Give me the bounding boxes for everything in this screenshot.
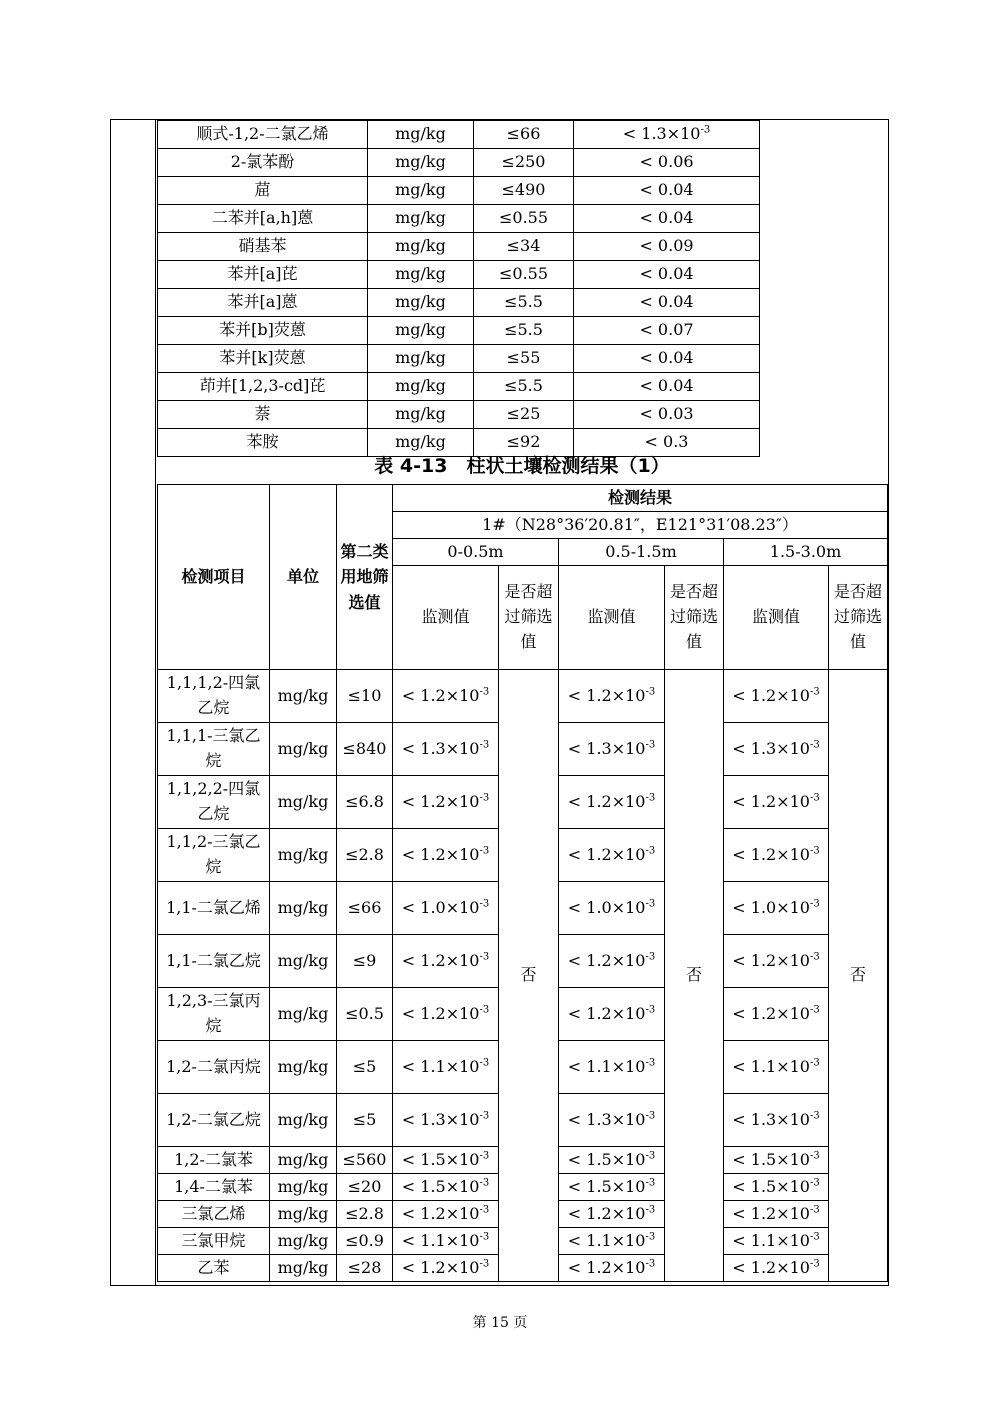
item-value <box>574 345 760 373</box>
measured-value-3-exp: -3 <box>809 686 820 698</box>
measured-value-2 <box>559 1228 665 1255</box>
measured-value-3-exp: -3 <box>809 1110 820 1122</box>
item-limit: ≤5 <box>337 1094 393 1147</box>
measured-value-1-exp: -3 <box>479 1150 490 1162</box>
measured-value-2 <box>559 988 665 1041</box>
item-limit: ≤5.5 <box>474 317 574 345</box>
measured-value-3 <box>724 935 829 988</box>
measured-value-3 <box>724 829 829 882</box>
header-measured-1: 监测值 <box>393 566 499 670</box>
measured-value-1-base: < 1.0×10 <box>401 897 480 917</box>
header-limit: 第二类用地筛选值 <box>337 485 393 670</box>
measured-value-2-base: < 1.1×10 <box>567 1230 646 1250</box>
item-limit: ≤5.5 <box>474 373 574 401</box>
item-value-base: < 0.04 <box>639 264 694 284</box>
table-caption: 表 4-13 柱状土壤检测结果（1） <box>374 455 670 477</box>
item-unit: mg/kg <box>368 345 474 373</box>
measured-value-2 <box>559 882 665 935</box>
measured-value-3 <box>724 1147 829 1174</box>
measured-value-3-base: < 1.0×10 <box>732 897 810 917</box>
measured-value-1-base: < 1.2×10 <box>401 791 480 811</box>
table-row <box>158 205 760 233</box>
item-unit: mg/kg <box>270 935 337 988</box>
measured-value-3 <box>724 1094 829 1147</box>
item-name: 萘 <box>158 401 368 429</box>
measured-value-2-exp: -3 <box>645 1231 656 1243</box>
item-unit: mg/kg <box>368 149 474 177</box>
measured-value-2 <box>559 776 665 829</box>
item-name: 1,2-二氯苯 <box>158 1147 270 1174</box>
measured-value-3 <box>724 776 829 829</box>
measured-value-3-base: < 1.2×10 <box>732 844 810 864</box>
item-limit: ≤0.55 <box>474 205 574 233</box>
measured-value-3 <box>724 988 829 1041</box>
top-table-body <box>158 121 760 457</box>
measured-value-1 <box>393 1255 499 1282</box>
item-value-base: < 0.06 <box>639 152 694 172</box>
item-value <box>574 205 760 233</box>
measured-value-3-base: < 1.5×10 <box>732 1149 810 1169</box>
exceed-answer-3: 否 <box>829 670 888 1282</box>
item-limit: ≤10 <box>337 670 393 723</box>
measured-value-3-exp: -3 <box>809 1231 820 1243</box>
measured-value-1-base: < 1.3×10 <box>401 738 480 758</box>
item-name: 苯并[a]蒽 <box>158 289 368 317</box>
measured-value-3 <box>724 1255 829 1282</box>
item-name: 二苯并[a,h]蒽 <box>158 205 368 233</box>
item-name: 1,1-二氯乙烷 <box>158 935 270 988</box>
measured-value-1 <box>393 935 499 988</box>
item-value-base: < 0.03 <box>639 404 694 424</box>
measured-value-3-exp: -3 <box>809 1150 820 1162</box>
item-limit: ≤66 <box>337 882 393 935</box>
item-unit: mg/kg <box>270 723 337 776</box>
item-unit: mg/kg <box>368 205 474 233</box>
item-limit: ≤20 <box>337 1174 393 1201</box>
measured-value-3-exp: -3 <box>809 1057 820 1069</box>
measured-value-1 <box>393 1201 499 1228</box>
header-results: 检测结果 <box>393 485 888 512</box>
measured-value-2 <box>559 1255 665 1282</box>
table-row <box>158 401 760 429</box>
item-value-base: < 1.3×10 <box>622 124 701 144</box>
measured-value-2-exp: -3 <box>645 1110 656 1122</box>
item-name: 1,2,3-三氯丙烷 <box>158 988 270 1041</box>
item-limit: ≤560 <box>337 1147 393 1174</box>
measured-value-2-base: < 1.2×10 <box>567 791 646 811</box>
item-value-base: < 0.09 <box>639 236 694 256</box>
item-limit: ≤25 <box>474 401 574 429</box>
item-value <box>574 289 760 317</box>
item-name: 1,2-二氯丙烷 <box>158 1041 270 1094</box>
measured-value-2-base: < 1.2×10 <box>567 1257 646 1277</box>
item-limit: ≤5 <box>337 1041 393 1094</box>
measured-value-1-exp: -3 <box>479 739 490 751</box>
measured-value-1-base: < 1.2×10 <box>401 950 480 970</box>
measured-value-1 <box>393 1228 499 1255</box>
measured-value-1-base: < 1.2×10 <box>401 1203 480 1223</box>
item-limit: ≤34 <box>474 233 574 261</box>
item-unit: mg/kg <box>270 776 337 829</box>
header-unit: 单位 <box>270 485 337 670</box>
measured-value-2-base: < 1.5×10 <box>567 1149 646 1169</box>
item-limit: ≤6.8 <box>337 776 393 829</box>
item-limit: ≤250 <box>474 149 574 177</box>
measured-value-2 <box>559 1147 665 1174</box>
item-limit: ≤0.55 <box>474 261 574 289</box>
measured-value-1 <box>393 670 499 723</box>
measured-value-2-base: < 1.3×10 <box>567 738 646 758</box>
item-unit: mg/kg <box>368 429 474 457</box>
measured-value-2-exp: -3 <box>645 1177 656 1189</box>
exceed-answer-2: 否 <box>665 670 724 1282</box>
measured-value-3-base: < 1.2×10 <box>732 791 810 811</box>
measured-value-3-exp: -3 <box>809 845 820 857</box>
item-value <box>574 121 760 149</box>
header-measured-3: 监测值 <box>724 566 829 670</box>
item-unit: mg/kg <box>368 121 474 149</box>
item-value-exp: -3 <box>700 124 711 136</box>
measured-value-1 <box>393 988 499 1041</box>
measured-value-2-exp: -3 <box>645 1258 656 1270</box>
header-measured-2: 监测值 <box>559 566 665 670</box>
measured-value-1-exp: -3 <box>479 1231 490 1243</box>
measured-value-2-base: < 1.2×10 <box>567 844 646 864</box>
item-name: 苯胺 <box>158 429 368 457</box>
measured-value-3-exp: -3 <box>809 1004 820 1016</box>
item-limit: ≤840 <box>337 723 393 776</box>
measured-value-2-base: < 1.0×10 <box>567 897 646 917</box>
measured-value-3-exp: -3 <box>809 1204 820 1216</box>
measured-value-1-base: < 1.1×10 <box>401 1230 480 1250</box>
item-limit: ≤2.8 <box>337 829 393 882</box>
item-unit: mg/kg <box>270 1147 337 1174</box>
measured-value-3-base: < 1.2×10 <box>732 1257 810 1277</box>
item-unit: mg/kg <box>270 1228 337 1255</box>
item-limit: ≤66 <box>474 121 574 149</box>
measured-value-1 <box>393 776 499 829</box>
item-value-base: < 0.3 <box>644 432 689 452</box>
measured-value-2-base: < 1.2×10 <box>567 1003 646 1023</box>
item-value-base: < 0.04 <box>639 292 694 312</box>
item-unit: mg/kg <box>270 1174 337 1201</box>
header-depth-1: 0-0.5m <box>393 539 559 566</box>
measured-value-2-exp: -3 <box>645 739 656 751</box>
measured-value-2 <box>559 1041 665 1094</box>
item-limit: ≤28 <box>337 1255 393 1282</box>
measured-value-3-exp: -3 <box>809 792 820 804</box>
item-name: 1,1,2,2-四氯乙烷 <box>158 776 270 829</box>
measured-value-1-exp: -3 <box>479 951 490 963</box>
table-row <box>158 261 760 289</box>
measured-value-3-base: < 1.3×10 <box>732 738 810 758</box>
measured-value-3-exp: -3 <box>809 951 820 963</box>
measured-value-2-exp: -3 <box>645 1150 656 1162</box>
measured-value-3 <box>724 723 829 776</box>
item-unit: mg/kg <box>270 1201 337 1228</box>
measured-value-1-exp: -3 <box>479 1177 490 1189</box>
item-value <box>574 233 760 261</box>
item-unit: mg/kg <box>368 177 474 205</box>
measured-value-1 <box>393 1147 499 1174</box>
item-name: 苯并[k]荧蒽 <box>158 345 368 373</box>
measured-value-2 <box>559 1201 665 1228</box>
item-value-base: < 0.07 <box>639 320 694 340</box>
item-name: 茚并[1,2,3-cd]芘 <box>158 373 368 401</box>
item-unit: mg/kg <box>368 261 474 289</box>
item-value <box>574 177 760 205</box>
measured-value-1-base: < 1.3×10 <box>401 1109 480 1129</box>
measured-value-3-base: < 1.3×10 <box>732 1109 810 1129</box>
item-value <box>574 149 760 177</box>
item-unit: mg/kg <box>270 1041 337 1094</box>
measured-value-2-exp: -3 <box>645 898 656 910</box>
item-name: 1,4-二氯苯 <box>158 1174 270 1201</box>
item-name: 1,1,1-三氯乙烷 <box>158 723 270 776</box>
measured-value-1 <box>393 882 499 935</box>
measured-value-2-exp: -3 <box>645 1004 656 1016</box>
header-exceed-3: 是否超过筛选值 <box>829 566 888 670</box>
item-limit: ≤2.8 <box>337 1201 393 1228</box>
measured-value-1-exp: -3 <box>479 845 490 857</box>
item-unit: mg/kg <box>368 373 474 401</box>
item-unit: mg/kg <box>368 233 474 261</box>
header-depth-3: 1.5-3.0m <box>724 539 888 566</box>
item-value <box>574 317 760 345</box>
measured-value-1-base: < 1.5×10 <box>401 1149 480 1169</box>
measured-value-2-exp: -3 <box>645 792 656 804</box>
item-unit: mg/kg <box>270 829 337 882</box>
measured-value-3-exp: -3 <box>809 739 820 751</box>
measured-value-3-exp: -3 <box>809 898 820 910</box>
item-limit: ≤55 <box>474 345 574 373</box>
measured-value-2 <box>559 1094 665 1147</box>
item-unit: mg/kg <box>368 317 474 345</box>
item-unit: mg/kg <box>368 401 474 429</box>
table-row <box>158 149 760 177</box>
measured-value-1-exp: -3 <box>479 1258 490 1270</box>
item-name: 苯并[b]荧蒽 <box>158 317 368 345</box>
item-name: 硝基苯 <box>158 233 368 261</box>
measured-value-3 <box>724 1041 829 1094</box>
measured-value-1 <box>393 1174 499 1201</box>
measured-value-1-exp: -3 <box>479 1004 490 1016</box>
table-row <box>158 317 760 345</box>
item-name: 乙苯 <box>158 1255 270 1282</box>
item-limit: ≤0.9 <box>337 1228 393 1255</box>
item-name: 1,1,2-三氯乙烷 <box>158 829 270 882</box>
item-unit: mg/kg <box>270 988 337 1041</box>
measured-value-1-base: < 1.5×10 <box>401 1176 480 1196</box>
measured-value-1-base: < 1.2×10 <box>401 685 480 705</box>
item-name: 1,2-二氯乙烷 <box>158 1094 270 1147</box>
measured-value-3-base: < 1.2×10 <box>732 950 810 970</box>
measured-value-1 <box>393 723 499 776</box>
item-unit: mg/kg <box>270 882 337 935</box>
measured-value-3 <box>724 882 829 935</box>
table-row <box>158 233 760 261</box>
item-value-base: < 0.04 <box>639 376 694 396</box>
measured-value-3 <box>724 1174 829 1201</box>
measured-value-3-base: < 1.5×10 <box>732 1176 810 1196</box>
measured-value-3-base: < 1.2×10 <box>732 1003 810 1023</box>
measured-value-3-base: < 1.2×10 <box>732 1203 810 1223</box>
item-unit: mg/kg <box>270 1255 337 1282</box>
measured-value-1-exp: -3 <box>479 792 490 804</box>
item-name: 三氯乙烯 <box>158 1201 270 1228</box>
table-row <box>158 373 760 401</box>
measured-value-2-base: < 1.5×10 <box>567 1176 646 1196</box>
measured-value-3-base: < 1.2×10 <box>732 685 810 705</box>
item-name: 顺式-1,2-二氯乙烯 <box>158 121 368 149</box>
item-value-base: < 0.04 <box>639 208 694 228</box>
measured-value-1 <box>393 1041 499 1094</box>
measured-value-3-exp: -3 <box>809 1177 820 1189</box>
header-depth-2: 0.5-1.5m <box>559 539 724 566</box>
measured-value-1-exp: -3 <box>479 686 490 698</box>
item-name: 2-氯苯酚 <box>158 149 368 177</box>
page-footer: 第 15 页 <box>472 1315 528 1331</box>
measured-value-2-exp: -3 <box>645 845 656 857</box>
header-exceed-1: 是否超过筛选值 <box>499 566 559 670</box>
header-site: 1#（N28°36′20.81″，E121°31′08.23″） <box>393 512 888 539</box>
item-limit: ≤0.5 <box>337 988 393 1041</box>
measured-value-2 <box>559 1174 665 1201</box>
item-value <box>574 373 760 401</box>
measured-value-1-exp: -3 <box>479 898 490 910</box>
measured-value-3-base: < 1.1×10 <box>732 1056 810 1076</box>
item-name: 1,1,1,2-四氯乙烷 <box>158 670 270 723</box>
measured-value-1-base: < 1.1×10 <box>401 1056 480 1076</box>
measured-value-2-base: < 1.1×10 <box>567 1056 646 1076</box>
top-results-table <box>157 120 760 457</box>
table-row <box>158 345 760 373</box>
item-unit: mg/kg <box>270 1094 337 1147</box>
measured-value-3 <box>724 1201 829 1228</box>
item-limit: ≤9 <box>337 935 393 988</box>
item-value-base: < 0.04 <box>639 180 694 200</box>
measured-value-2 <box>559 723 665 776</box>
core-soil-results-table <box>157 484 888 1282</box>
table-row <box>158 121 760 149</box>
table-row <box>158 177 760 205</box>
measured-value-1 <box>393 1094 499 1147</box>
measured-value-2-exp: -3 <box>645 951 656 963</box>
measured-value-2-base: < 1.3×10 <box>567 1109 646 1129</box>
item-value <box>574 261 760 289</box>
exceed-answer-1: 否 <box>499 670 559 1282</box>
measured-value-1-exp: -3 <box>479 1110 490 1122</box>
measured-value-2-base: < 1.2×10 <box>567 950 646 970</box>
item-limit: ≤92 <box>474 429 574 457</box>
header-item: 检测项目 <box>158 485 270 670</box>
main-table-body <box>158 670 888 1282</box>
measured-value-2 <box>559 935 665 988</box>
measured-value-2 <box>559 829 665 882</box>
measured-value-2-exp: -3 <box>645 1204 656 1216</box>
item-unit: mg/kg <box>368 289 474 317</box>
measured-value-2-exp: -3 <box>645 1057 656 1069</box>
header-exceed-2: 是否超过筛选值 <box>665 566 724 670</box>
item-limit: ≤5.5 <box>474 289 574 317</box>
item-name: 苯并[a]芘 <box>158 261 368 289</box>
measured-value-3-exp: -3 <box>809 1258 820 1270</box>
measured-value-1-base: < 1.2×10 <box>401 844 480 864</box>
table-row <box>158 670 888 723</box>
measured-value-2-base: < 1.2×10 <box>567 1203 646 1223</box>
measured-value-1-exp: -3 <box>479 1204 490 1216</box>
measured-value-1-base: < 1.2×10 <box>401 1003 480 1023</box>
item-value <box>574 401 760 429</box>
measured-value-3 <box>724 670 829 723</box>
page-inner-divider <box>155 119 156 1286</box>
item-name: 三氯甲烷 <box>158 1228 270 1255</box>
measured-value-1-exp: -3 <box>479 1057 490 1069</box>
item-unit: mg/kg <box>270 670 337 723</box>
item-name: 䓛 <box>158 177 368 205</box>
measured-value-3-base: < 1.1×10 <box>732 1230 810 1250</box>
measured-value-2-exp: -3 <box>645 686 656 698</box>
item-name: 1,1-二氯乙烯 <box>158 882 270 935</box>
item-limit: ≤490 <box>474 177 574 205</box>
table-row <box>158 289 760 317</box>
item-value-base: < 0.04 <box>639 348 694 368</box>
measured-value-1-base: < 1.2×10 <box>401 1257 480 1277</box>
measured-value-2-base: < 1.2×10 <box>567 685 646 705</box>
measured-value-1 <box>393 829 499 882</box>
measured-value-3 <box>724 1228 829 1255</box>
measured-value-2 <box>559 670 665 723</box>
